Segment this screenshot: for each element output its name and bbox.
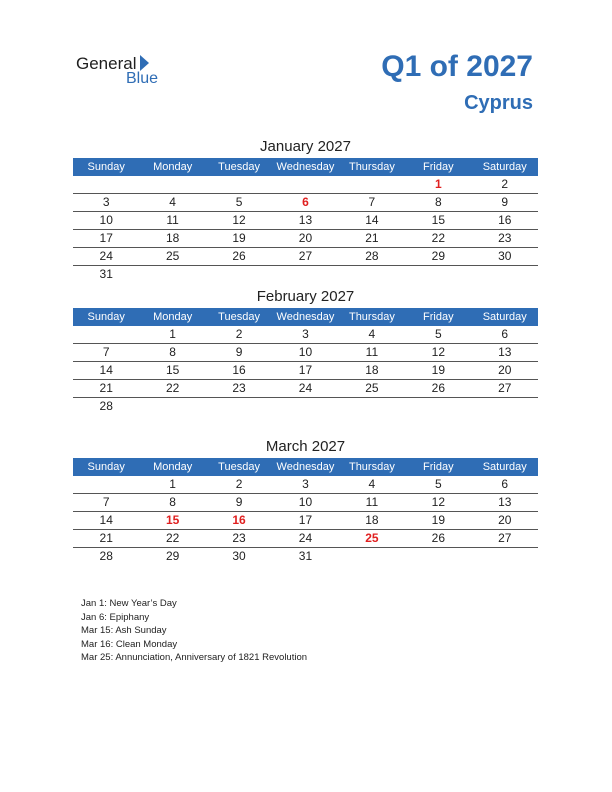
day-cell: 11 (365, 345, 379, 359)
week-row (73, 176, 538, 194)
day-cell: 13 (498, 495, 512, 509)
day-cell: 4 (368, 477, 376, 491)
holiday-day-cell: 25 (365, 531, 379, 545)
day-cell: 26 (431, 381, 445, 395)
empty-day-cell (339, 176, 405, 193)
weekday-label: Saturday (482, 311, 527, 323)
day-cell: 7 (368, 195, 376, 209)
day-cell: 11 (365, 495, 379, 509)
empty-day-cell (405, 548, 471, 565)
day-cell: 4 (368, 327, 376, 341)
month-january (73, 136, 538, 283)
day-cell: 9 (501, 195, 509, 209)
day-cell: 18 (365, 513, 379, 527)
day-cell: 16 (498, 213, 512, 227)
day-cell: 19 (232, 231, 246, 245)
empty-day-cell (272, 176, 338, 193)
weekday-label: Friday (423, 461, 454, 473)
empty-day-cell (272, 398, 338, 415)
day-cell: 15 (431, 213, 445, 227)
day-cell: 21 (99, 381, 113, 395)
empty-day-cell (206, 176, 272, 193)
generalblue-logo (76, 52, 176, 92)
day-cell: 16 (232, 363, 246, 377)
day-cell: 12 (232, 213, 246, 227)
weekday-header (73, 308, 538, 326)
empty-day-cell (405, 398, 471, 415)
month-march (73, 436, 538, 565)
day-cell: 28 (99, 399, 113, 413)
day-cell: 28 (365, 249, 379, 263)
day-cell: 6 (501, 327, 509, 341)
holiday-note: Jan 1: New Year’s Day (81, 598, 177, 609)
weekday-label: Monday (153, 311, 193, 323)
day-cell: 20 (498, 363, 512, 377)
empty-day-cell (139, 266, 205, 283)
day-cell: 21 (99, 531, 113, 545)
week-row (73, 512, 538, 530)
day-cell: 20 (498, 513, 512, 527)
day-cell: 27 (298, 249, 313, 263)
day-cell: 7 (102, 345, 110, 359)
weekday-label: Thursday (348, 161, 395, 173)
day-cell: 6 (501, 477, 509, 491)
day-cell: 24 (298, 381, 313, 395)
week-row (73, 380, 538, 398)
day-cell: 17 (298, 513, 313, 527)
day-cell: 10 (298, 345, 313, 359)
week-row (73, 344, 538, 362)
holiday-day-cell: 15 (165, 513, 180, 527)
day-cell: 19 (431, 513, 445, 527)
week-row (73, 230, 538, 248)
weekday-header (73, 458, 538, 476)
day-cell: 1 (169, 477, 176, 491)
month-february (73, 286, 538, 415)
day-cell: 17 (298, 363, 313, 377)
day-cell: 8 (169, 345, 176, 359)
weekday-label: Tuesday (218, 311, 260, 323)
weekday-label: Wednesday (276, 161, 335, 173)
weekday-label: Monday (153, 161, 193, 173)
week-row (73, 248, 538, 266)
empty-day-cell (472, 398, 538, 415)
holiday-note: Mar 25: Annunciation, Anniversary of 1821 Revolution (81, 652, 308, 663)
day-cell: 4 (169, 195, 176, 209)
weekday-label: Friday (423, 311, 454, 323)
empty-day-cell (339, 548, 405, 565)
week-row (73, 362, 538, 380)
day-cell: 29 (431, 249, 445, 263)
day-cell: 24 (298, 531, 313, 545)
month-title: February 2027 (256, 288, 355, 305)
day-cell: 2 (235, 477, 243, 491)
day-cell: 1 (169, 327, 176, 341)
day-cell: 22 (431, 231, 445, 245)
week-row (73, 476, 538, 494)
month-title: January 2027 (260, 138, 351, 155)
day-cell: 2 (501, 177, 509, 191)
weekday-label: Sunday (87, 311, 125, 323)
day-cell: 30 (232, 549, 246, 563)
day-cell: 18 (165, 231, 180, 245)
weekday-label: Saturday (482, 461, 527, 473)
day-cell: 28 (99, 549, 113, 563)
page-title: Q1 of 2027 (381, 50, 533, 83)
day-cell: 5 (434, 327, 442, 341)
week-row (73, 494, 538, 512)
day-cell: 23 (498, 231, 512, 245)
day-cell: 23 (232, 381, 246, 395)
empty-day-cell (73, 176, 139, 193)
day-cell: 19 (431, 363, 445, 377)
empty-day-cell (139, 176, 205, 193)
week-row (73, 530, 538, 548)
week-row (73, 212, 538, 230)
day-cell: 31 (99, 267, 113, 281)
day-cell: 10 (298, 495, 313, 509)
day-cell: 5 (434, 477, 442, 491)
empty-day-cell (73, 326, 139, 343)
day-cell: 12 (431, 495, 445, 509)
empty-day-cell (472, 266, 538, 283)
weekday-label: Friday (423, 161, 454, 173)
day-cell: 13 (498, 345, 512, 359)
empty-day-cell (339, 398, 405, 415)
empty-day-cell (206, 398, 272, 415)
weekday-label: Wednesday (276, 461, 335, 473)
country-name: Cyprus (464, 92, 533, 114)
day-cell: 15 (165, 363, 180, 377)
day-cell: 26 (431, 531, 445, 545)
day-cell: 13 (298, 213, 313, 227)
empty-day-cell (472, 548, 538, 565)
day-cell: 12 (431, 345, 445, 359)
holiday-note: Mar 15: Ash Sunday (81, 625, 167, 636)
day-cell: 18 (365, 363, 379, 377)
weekday-label: Tuesday (218, 161, 260, 173)
day-cell: 9 (235, 495, 243, 509)
week-row (73, 326, 538, 344)
holiday-day-cell: 1 (434, 177, 442, 191)
weekday-label: Thursday (348, 311, 395, 323)
empty-day-cell (405, 266, 471, 283)
day-cell: 26 (232, 249, 246, 263)
day-cell: 23 (232, 531, 246, 545)
weekday-header (73, 158, 538, 176)
week-row (73, 398, 538, 415)
day-cell: 10 (99, 213, 113, 227)
logo-general-text: General (76, 54, 137, 73)
day-cell: 22 (165, 381, 180, 395)
empty-day-cell (339, 266, 405, 283)
day-cell: 21 (365, 231, 379, 245)
weekday-label: Tuesday (218, 461, 260, 473)
day-cell: 29 (165, 549, 180, 563)
day-cell: 27 (498, 531, 512, 545)
day-cell: 14 (99, 513, 113, 527)
day-cell: 14 (99, 363, 113, 377)
empty-day-cell (272, 266, 338, 283)
day-cell: 14 (365, 213, 379, 227)
day-cell: 5 (235, 195, 243, 209)
day-cell: 3 (102, 195, 110, 209)
weekday-label: Thursday (348, 461, 395, 473)
week-row (73, 548, 538, 565)
day-cell: 27 (498, 381, 512, 395)
weekday-label: Monday (153, 461, 193, 473)
day-cell: 11 (166, 213, 179, 227)
logo-triangle-icon (140, 55, 149, 71)
holiday-day-cell: 16 (232, 513, 246, 527)
day-cell: 24 (99, 249, 113, 263)
day-cell: 7 (102, 495, 110, 509)
weekday-label: Sunday (87, 161, 125, 173)
empty-day-cell (139, 398, 205, 415)
day-cell: 30 (498, 249, 512, 263)
holiday-notes (81, 597, 307, 665)
day-cell: 31 (298, 549, 313, 563)
day-cell: 2 (235, 327, 243, 341)
day-cell: 8 (434, 195, 442, 209)
weekday-label: Sunday (87, 461, 125, 473)
holiday-day-cell: 6 (302, 195, 309, 209)
holiday-note: Mar 16: Clean Monday (81, 638, 178, 650)
week-row (73, 194, 538, 212)
day-cell: 20 (298, 231, 313, 245)
day-cell: 22 (165, 531, 180, 545)
weekday-label: Wednesday (276, 311, 335, 323)
empty-day-cell (206, 266, 272, 283)
weekday-label: Saturday (482, 161, 527, 173)
day-cell: 3 (302, 327, 309, 341)
logo-blue-text: Blue (126, 70, 159, 87)
day-cell: 25 (365, 381, 379, 395)
day-cell: 8 (169, 495, 176, 509)
day-cell: 25 (165, 249, 180, 263)
day-cell: 9 (235, 345, 243, 359)
day-cell: 3 (302, 477, 309, 491)
week-row (73, 266, 538, 283)
empty-day-cell (73, 476, 139, 493)
month-title: March 2027 (265, 438, 346, 455)
holiday-note: Jan 6: Epiphany (81, 611, 150, 623)
day-cell: 17 (99, 231, 113, 245)
